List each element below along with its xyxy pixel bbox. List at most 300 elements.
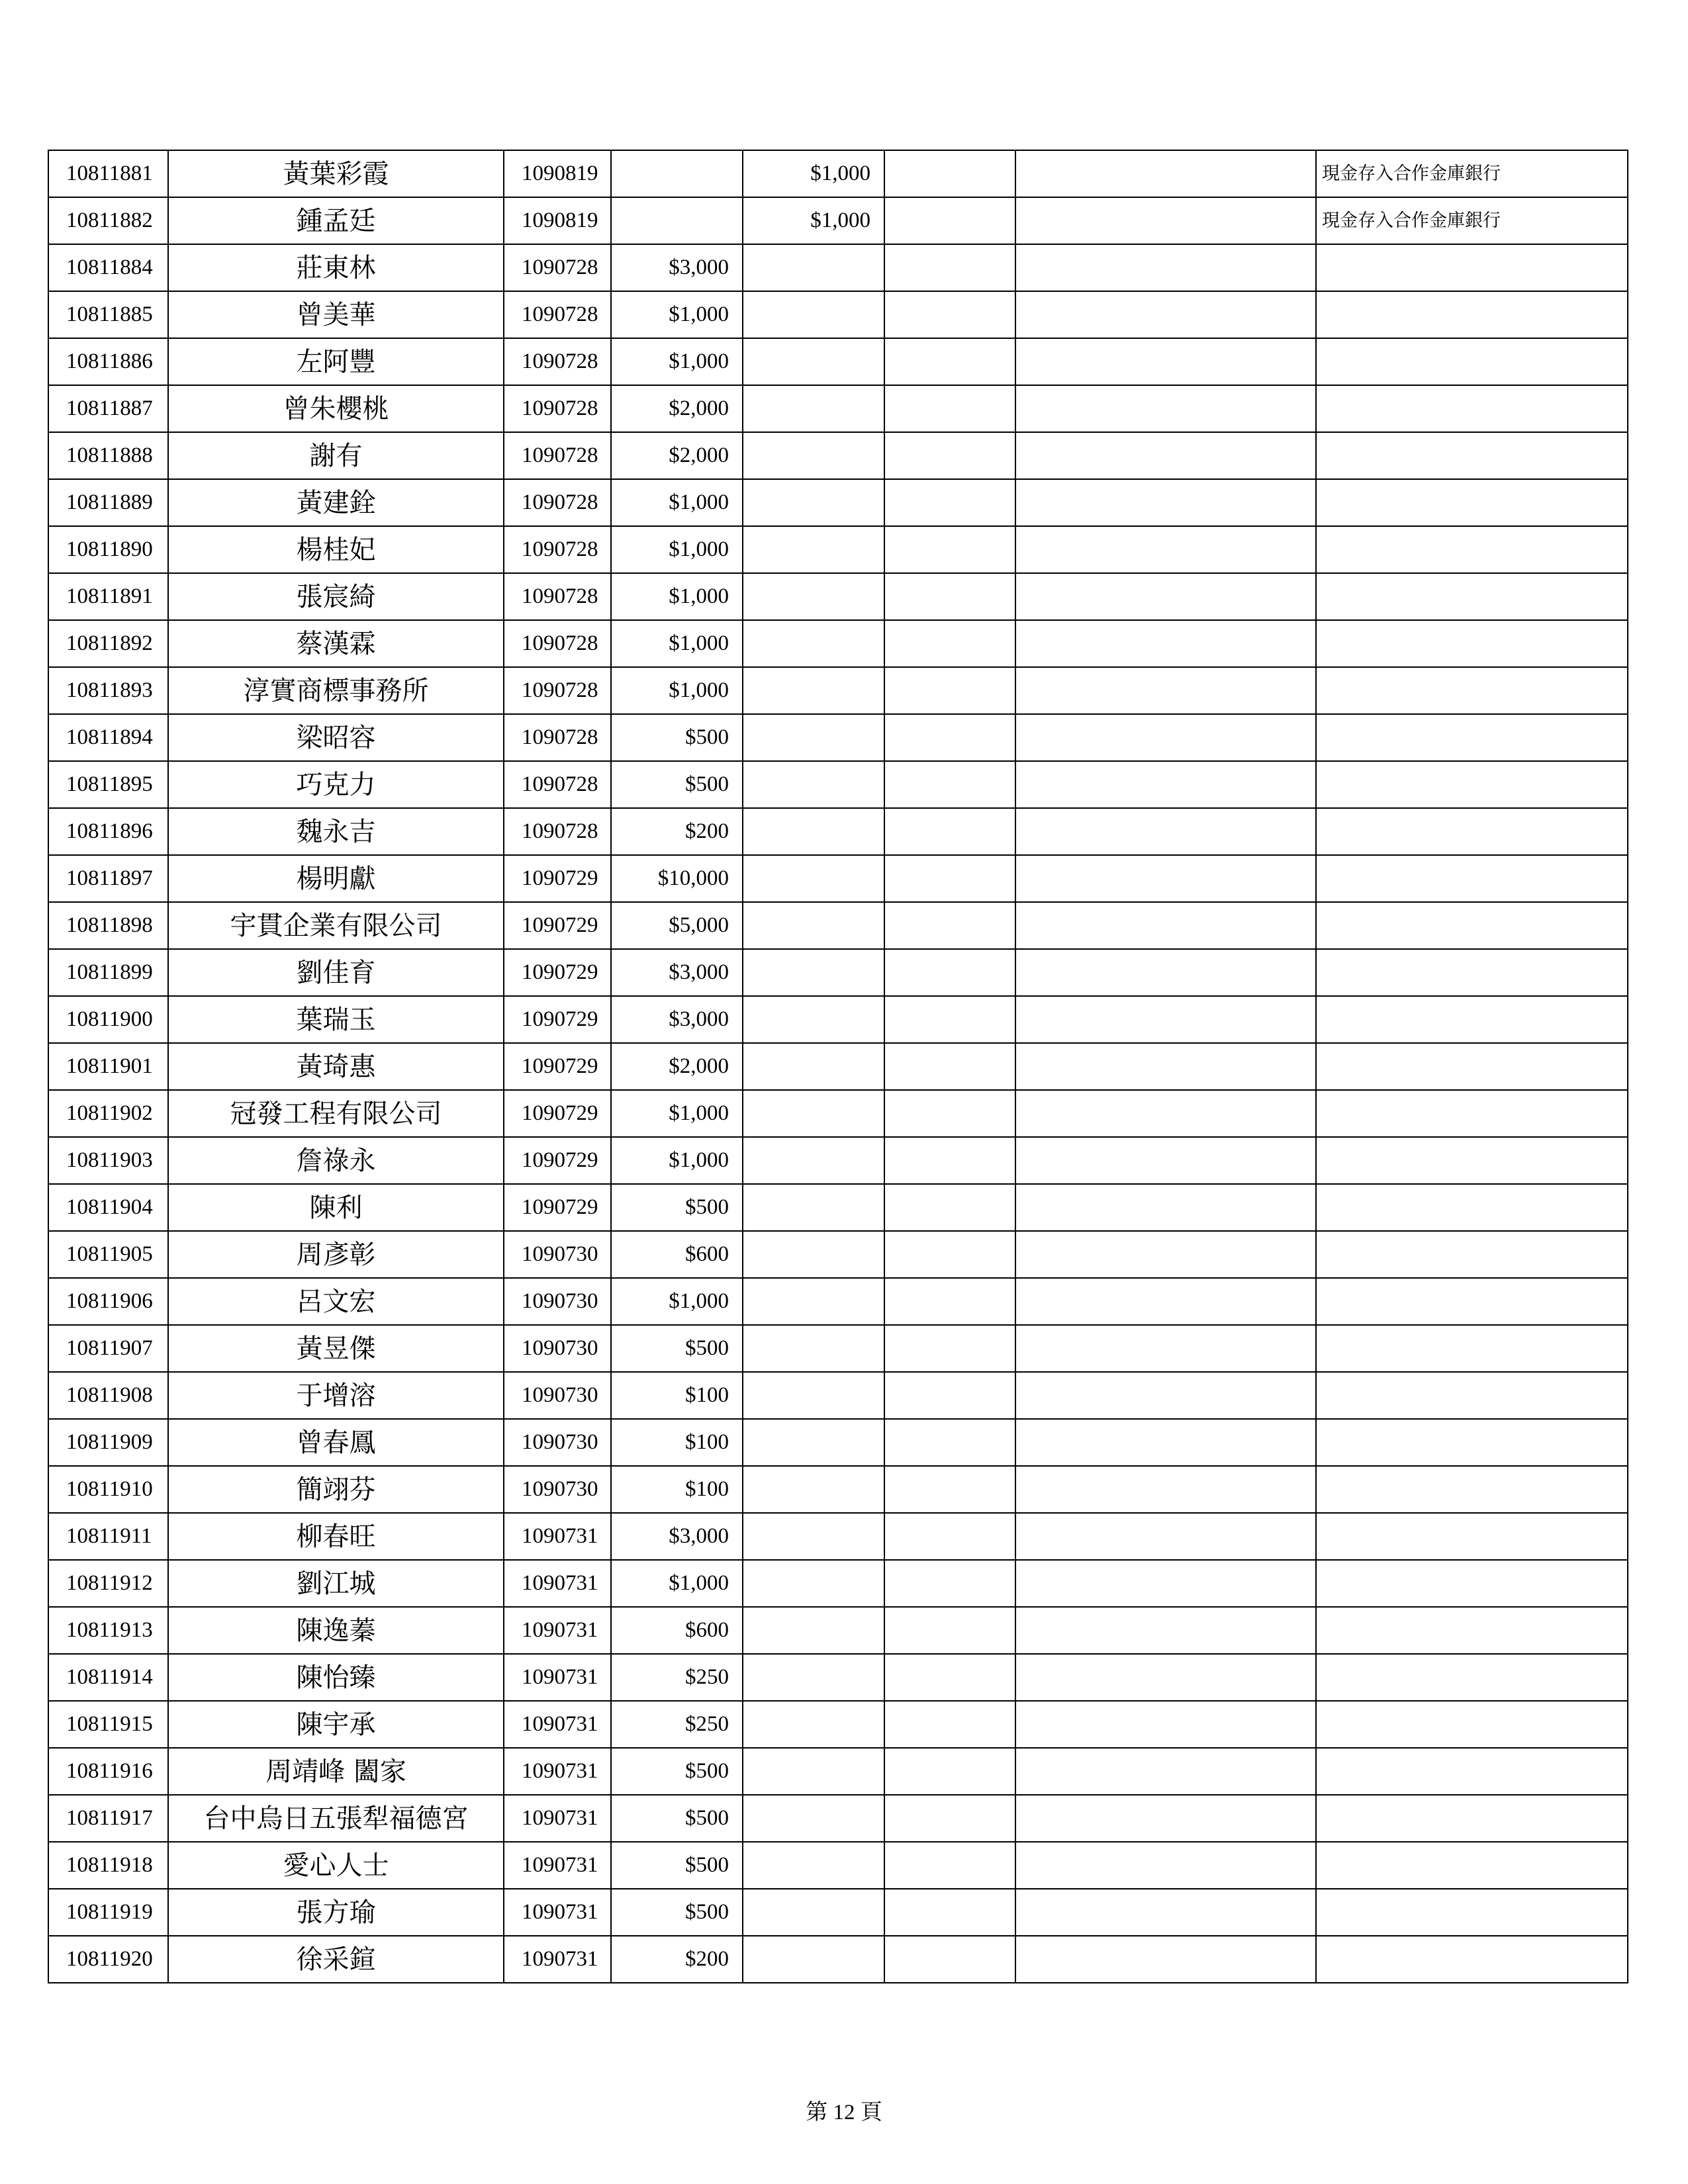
receipt-number-cell: 10811919 bbox=[48, 1889, 168, 1936]
table-row bbox=[48, 1889, 1628, 1936]
receipt-number-cell: 10811915 bbox=[48, 1701, 168, 1748]
amount-cell: $500 bbox=[611, 761, 743, 808]
date-cell: 1090730 bbox=[504, 1419, 611, 1466]
date-cell: 1090728 bbox=[504, 573, 611, 620]
amount-cell: $1,000 bbox=[611, 1137, 743, 1184]
empty-cell bbox=[1015, 526, 1316, 573]
deposit-amount-cell bbox=[743, 1372, 884, 1419]
date-cell: 1090731 bbox=[504, 1513, 611, 1560]
donor-name-cell: 周靖峰 闔家 bbox=[168, 1748, 504, 1795]
receipt-number-cell: 10811909 bbox=[48, 1419, 168, 1466]
date-cell: 1090728 bbox=[504, 244, 611, 291]
deposit-amount-cell bbox=[743, 1607, 884, 1654]
deposit-amount-cell bbox=[743, 761, 884, 808]
remark-cell bbox=[1316, 244, 1628, 291]
empty-cell bbox=[1015, 1231, 1316, 1278]
empty-cell bbox=[884, 1184, 1015, 1231]
empty-cell bbox=[1015, 432, 1316, 479]
receipt-number-cell: 10811905 bbox=[48, 1231, 168, 1278]
donor-name-cell: 楊明獻 bbox=[168, 855, 504, 902]
date-cell: 1090729 bbox=[504, 855, 611, 902]
amount-cell: $100 bbox=[611, 1419, 743, 1466]
empty-cell bbox=[1015, 808, 1316, 855]
donor-name-cell: 張宸綺 bbox=[168, 573, 504, 620]
deposit-amount-cell bbox=[743, 1466, 884, 1513]
table-row bbox=[48, 479, 1628, 526]
date-cell: 1090730 bbox=[504, 1466, 611, 1513]
receipt-number-cell: 10811892 bbox=[48, 620, 168, 667]
receipt-number-cell: 10811887 bbox=[48, 385, 168, 432]
amount-cell: $500 bbox=[611, 1889, 743, 1936]
amount-cell: $1,000 bbox=[611, 620, 743, 667]
date-cell: 1090731 bbox=[504, 1795, 611, 1842]
empty-cell bbox=[1015, 1419, 1316, 1466]
empty-cell bbox=[884, 667, 1015, 714]
empty-cell bbox=[1015, 1184, 1316, 1231]
date-cell: 1090730 bbox=[504, 1231, 611, 1278]
empty-cell bbox=[1015, 1090, 1316, 1137]
remark-cell bbox=[1316, 714, 1628, 761]
empty-cell bbox=[1015, 244, 1316, 291]
empty-cell bbox=[884, 1607, 1015, 1654]
empty-cell bbox=[884, 855, 1015, 902]
deposit-amount-cell bbox=[743, 1043, 884, 1090]
remark-cell bbox=[1316, 1137, 1628, 1184]
donor-name-cell: 曾朱櫻桃 bbox=[168, 385, 504, 432]
receipt-number-cell: 10811907 bbox=[48, 1325, 168, 1372]
table-row bbox=[48, 1560, 1628, 1607]
receipt-number-cell: 10811881 bbox=[48, 150, 168, 197]
empty-cell bbox=[884, 338, 1015, 385]
empty-cell bbox=[884, 1889, 1015, 1936]
amount-cell: $250 bbox=[611, 1701, 743, 1748]
amount-cell: $1,000 bbox=[611, 1560, 743, 1607]
date-cell: 1090729 bbox=[504, 996, 611, 1043]
amount-cell: $600 bbox=[611, 1231, 743, 1278]
deposit-amount-cell bbox=[743, 1889, 884, 1936]
date-cell: 1090729 bbox=[504, 1090, 611, 1137]
amount-cell bbox=[611, 150, 743, 197]
remark-cell bbox=[1316, 479, 1628, 526]
empty-cell bbox=[884, 385, 1015, 432]
table-row bbox=[48, 244, 1628, 291]
receipt-number-cell: 10811903 bbox=[48, 1137, 168, 1184]
table-row bbox=[48, 1748, 1628, 1795]
empty-cell bbox=[1015, 1607, 1316, 1654]
empty-cell bbox=[1015, 1278, 1316, 1325]
table-row bbox=[48, 1137, 1628, 1184]
donor-name-cell: 柳春旺 bbox=[168, 1513, 504, 1560]
empty-cell bbox=[1015, 338, 1316, 385]
deposit-amount-cell bbox=[743, 1090, 884, 1137]
receipt-number-cell: 10811890 bbox=[48, 526, 168, 573]
donor-name-cell: 曾春鳳 bbox=[168, 1419, 504, 1466]
remark-cell bbox=[1316, 385, 1628, 432]
empty-cell bbox=[884, 1701, 1015, 1748]
empty-cell bbox=[884, 432, 1015, 479]
deposit-amount-cell bbox=[743, 996, 884, 1043]
amount-cell: $2,000 bbox=[611, 385, 743, 432]
receipt-number-cell: 10811917 bbox=[48, 1795, 168, 1842]
receipt-number-cell: 10811893 bbox=[48, 667, 168, 714]
amount-cell: $5,000 bbox=[611, 902, 743, 949]
empty-cell bbox=[884, 1842, 1015, 1889]
empty-cell bbox=[1015, 1043, 1316, 1090]
amount-cell: $3,000 bbox=[611, 949, 743, 996]
remark-cell bbox=[1316, 1419, 1628, 1466]
amount-cell: $3,000 bbox=[611, 1513, 743, 1560]
date-cell: 1090728 bbox=[504, 385, 611, 432]
remark-cell: 現金存入合作金庫銀行 bbox=[1316, 197, 1628, 244]
empty-cell bbox=[1015, 1748, 1316, 1795]
empty-cell bbox=[884, 526, 1015, 573]
receipt-number-cell: 10811886 bbox=[48, 338, 168, 385]
table-row bbox=[48, 1184, 1628, 1231]
empty-cell bbox=[884, 620, 1015, 667]
donation-ledger-table bbox=[48, 150, 1628, 1983]
deposit-amount-cell bbox=[743, 902, 884, 949]
deposit-amount-cell bbox=[743, 620, 884, 667]
empty-cell bbox=[884, 1560, 1015, 1607]
empty-cell bbox=[884, 1278, 1015, 1325]
remark-cell bbox=[1316, 432, 1628, 479]
remark-cell bbox=[1316, 338, 1628, 385]
date-cell: 1090728 bbox=[504, 432, 611, 479]
donor-name-cell: 宇貫企業有限公司 bbox=[168, 902, 504, 949]
receipt-number-cell: 10811910 bbox=[48, 1466, 168, 1513]
deposit-amount-cell bbox=[743, 1748, 884, 1795]
receipt-number-cell: 10811884 bbox=[48, 244, 168, 291]
remark-cell bbox=[1316, 855, 1628, 902]
empty-cell bbox=[884, 573, 1015, 620]
empty-cell bbox=[884, 1513, 1015, 1560]
deposit-amount-cell bbox=[743, 1936, 884, 1983]
date-cell: 1090728 bbox=[504, 761, 611, 808]
deposit-amount-cell bbox=[743, 1137, 884, 1184]
receipt-number-cell: 10811895 bbox=[48, 761, 168, 808]
receipt-number-cell: 10811912 bbox=[48, 1560, 168, 1607]
deposit-amount-cell bbox=[743, 573, 884, 620]
donor-name-cell: 鍾孟廷 bbox=[168, 197, 504, 244]
table-row bbox=[48, 761, 1628, 808]
amount-cell: $200 bbox=[611, 808, 743, 855]
remark-cell bbox=[1316, 1513, 1628, 1560]
donor-name-cell: 巧克力 bbox=[168, 761, 504, 808]
deposit-amount-cell bbox=[743, 1701, 884, 1748]
donor-name-cell: 劉江城 bbox=[168, 1560, 504, 1607]
donor-name-cell: 陳宇承 bbox=[168, 1701, 504, 1748]
deposit-amount-cell: $1,000 bbox=[743, 197, 884, 244]
donor-name-cell: 愛心人士 bbox=[168, 1842, 504, 1889]
amount-cell: $500 bbox=[611, 1325, 743, 1372]
donor-name-cell: 陳逸蓁 bbox=[168, 1607, 504, 1654]
table-row bbox=[48, 291, 1628, 338]
amount-cell: $2,000 bbox=[611, 1043, 743, 1090]
receipt-number-cell: 10811882 bbox=[48, 197, 168, 244]
remark-cell bbox=[1316, 620, 1628, 667]
remark-cell bbox=[1316, 1889, 1628, 1936]
deposit-amount-cell bbox=[743, 1419, 884, 1466]
remark-cell bbox=[1316, 1560, 1628, 1607]
amount-cell: $2,000 bbox=[611, 432, 743, 479]
deposit-amount-cell bbox=[743, 667, 884, 714]
deposit-amount-cell bbox=[743, 338, 884, 385]
amount-cell: $10,000 bbox=[611, 855, 743, 902]
donor-name-cell: 陳利 bbox=[168, 1184, 504, 1231]
receipt-number-cell: 10811896 bbox=[48, 808, 168, 855]
table-row bbox=[48, 996, 1628, 1043]
date-cell: 1090730 bbox=[504, 1278, 611, 1325]
empty-cell bbox=[884, 1936, 1015, 1983]
remark-cell bbox=[1316, 1372, 1628, 1419]
donor-name-cell: 曾美華 bbox=[168, 291, 504, 338]
date-cell: 1090729 bbox=[504, 1043, 611, 1090]
donor-name-cell: 徐采鍹 bbox=[168, 1936, 504, 1983]
page-number: 第 12 頁 bbox=[806, 2101, 882, 2124]
empty-cell bbox=[884, 714, 1015, 761]
deposit-amount-cell bbox=[743, 855, 884, 902]
receipt-number-cell: 10811920 bbox=[48, 1936, 168, 1983]
receipt-number-cell: 10811894 bbox=[48, 714, 168, 761]
table-row bbox=[48, 855, 1628, 902]
date-cell: 1090731 bbox=[504, 1889, 611, 1936]
donor-name-cell: 冠發工程有限公司 bbox=[168, 1090, 504, 1137]
deposit-amount-cell bbox=[743, 1654, 884, 1701]
table-row bbox=[48, 1231, 1628, 1278]
remark-cell bbox=[1316, 1231, 1628, 1278]
remark-cell bbox=[1316, 902, 1628, 949]
donor-name-cell: 詹祿永 bbox=[168, 1137, 504, 1184]
donor-name-cell: 謝有 bbox=[168, 432, 504, 479]
empty-cell bbox=[1015, 714, 1316, 761]
receipt-number-cell: 10811911 bbox=[48, 1513, 168, 1560]
donor-name-cell: 左阿豐 bbox=[168, 338, 504, 385]
empty-cell bbox=[1015, 1701, 1316, 1748]
empty-cell bbox=[1015, 1936, 1316, 1983]
date-cell: 1090819 bbox=[504, 150, 611, 197]
donor-name-cell: 黃琦惠 bbox=[168, 1043, 504, 1090]
deposit-amount-cell bbox=[743, 1513, 884, 1560]
donor-name-cell: 黃建銓 bbox=[168, 479, 504, 526]
table-row bbox=[48, 1043, 1628, 1090]
empty-cell bbox=[1015, 949, 1316, 996]
amount-cell: $1,000 bbox=[611, 526, 743, 573]
amount-cell: $1,000 bbox=[611, 338, 743, 385]
remark-cell bbox=[1316, 949, 1628, 996]
empty-cell bbox=[884, 1748, 1015, 1795]
remark-cell bbox=[1316, 1748, 1628, 1795]
empty-cell bbox=[884, 1795, 1015, 1842]
date-cell: 1090728 bbox=[504, 667, 611, 714]
amount-cell: $100 bbox=[611, 1372, 743, 1419]
remark-cell bbox=[1316, 1936, 1628, 1983]
receipt-number-cell: 10811885 bbox=[48, 291, 168, 338]
date-cell: 1090819 bbox=[504, 197, 611, 244]
donor-name-cell: 劉佳育 bbox=[168, 949, 504, 996]
remark-cell bbox=[1316, 573, 1628, 620]
remark-cell bbox=[1316, 1466, 1628, 1513]
donor-name-cell: 魏永吉 bbox=[168, 808, 504, 855]
donor-name-cell: 莊東林 bbox=[168, 244, 504, 291]
date-cell: 1090729 bbox=[504, 1184, 611, 1231]
receipt-number-cell: 10811916 bbox=[48, 1748, 168, 1795]
remark-cell bbox=[1316, 1278, 1628, 1325]
empty-cell bbox=[884, 1466, 1015, 1513]
amount-cell: $200 bbox=[611, 1936, 743, 1983]
remark-cell bbox=[1316, 808, 1628, 855]
deposit-amount-cell bbox=[743, 526, 884, 573]
date-cell: 1090728 bbox=[504, 526, 611, 573]
donor-name-cell: 簡翊芬 bbox=[168, 1466, 504, 1513]
deposit-amount-cell bbox=[743, 1560, 884, 1607]
table-row bbox=[48, 385, 1628, 432]
table-row bbox=[48, 1842, 1628, 1889]
table-row bbox=[48, 1701, 1628, 1748]
empty-cell bbox=[1015, 573, 1316, 620]
donor-name-cell: 淳實商標事務所 bbox=[168, 667, 504, 714]
amount-cell: $600 bbox=[611, 1607, 743, 1654]
table-row bbox=[48, 1372, 1628, 1419]
date-cell: 1090731 bbox=[504, 1842, 611, 1889]
remark-cell bbox=[1316, 1842, 1628, 1889]
donor-name-cell: 張方瑜 bbox=[168, 1889, 504, 1936]
remark-cell bbox=[1316, 291, 1628, 338]
amount-cell: $500 bbox=[611, 1748, 743, 1795]
empty-cell bbox=[884, 902, 1015, 949]
empty-cell bbox=[884, 244, 1015, 291]
deposit-amount-cell bbox=[743, 808, 884, 855]
empty-cell bbox=[884, 1090, 1015, 1137]
table-row bbox=[48, 1466, 1628, 1513]
table-row bbox=[48, 667, 1628, 714]
donor-name-cell: 陳怡臻 bbox=[168, 1654, 504, 1701]
table-row bbox=[48, 620, 1628, 667]
date-cell: 1090731 bbox=[504, 1560, 611, 1607]
deposit-amount-cell bbox=[743, 244, 884, 291]
table-row bbox=[48, 1513, 1628, 1560]
empty-cell bbox=[884, 761, 1015, 808]
remark-cell bbox=[1316, 1654, 1628, 1701]
empty-cell bbox=[1015, 1654, 1316, 1701]
date-cell: 1090729 bbox=[504, 1137, 611, 1184]
receipt-number-cell: 10811918 bbox=[48, 1842, 168, 1889]
empty-cell bbox=[1015, 902, 1316, 949]
receipt-number-cell: 10811914 bbox=[48, 1654, 168, 1701]
amount-cell: $3,000 bbox=[611, 244, 743, 291]
donor-name-cell: 黃葉彩霞 bbox=[168, 150, 504, 197]
donor-name-cell: 葉瑞玉 bbox=[168, 996, 504, 1043]
deposit-amount-cell bbox=[743, 385, 884, 432]
date-cell: 1090731 bbox=[504, 1701, 611, 1748]
deposit-amount-cell bbox=[743, 1795, 884, 1842]
empty-cell bbox=[1015, 620, 1316, 667]
amount-cell: $3,000 bbox=[611, 996, 743, 1043]
donor-name-cell: 台中烏日五張犁福德宮 bbox=[168, 1795, 504, 1842]
receipt-number-cell: 10811898 bbox=[48, 902, 168, 949]
donor-name-cell: 蔡漢霖 bbox=[168, 620, 504, 667]
receipt-number-cell: 10811900 bbox=[48, 996, 168, 1043]
table-row bbox=[48, 526, 1628, 573]
table-row bbox=[48, 1325, 1628, 1372]
date-cell: 1090731 bbox=[504, 1654, 611, 1701]
empty-cell bbox=[1015, 1795, 1316, 1842]
empty-cell bbox=[1015, 1466, 1316, 1513]
table-row bbox=[48, 150, 1628, 197]
table-row bbox=[48, 949, 1628, 996]
deposit-amount-cell: $1,000 bbox=[743, 150, 884, 197]
date-cell: 1090728 bbox=[504, 479, 611, 526]
empty-cell bbox=[1015, 1889, 1316, 1936]
amount-cell: $1,000 bbox=[611, 1278, 743, 1325]
empty-cell bbox=[884, 479, 1015, 526]
amount-cell: $100 bbox=[611, 1466, 743, 1513]
remark-cell bbox=[1316, 1607, 1628, 1654]
deposit-amount-cell bbox=[743, 1278, 884, 1325]
amount-cell: $1,000 bbox=[611, 479, 743, 526]
table-row bbox=[48, 1607, 1628, 1654]
empty-cell bbox=[884, 291, 1015, 338]
remark-cell bbox=[1316, 1090, 1628, 1137]
receipt-number-cell: 10811897 bbox=[48, 855, 168, 902]
date-cell: 1090729 bbox=[504, 902, 611, 949]
deposit-amount-cell bbox=[743, 479, 884, 526]
amount-cell: $500 bbox=[611, 1795, 743, 1842]
table-row bbox=[48, 573, 1628, 620]
date-cell: 1090728 bbox=[504, 714, 611, 761]
empty-cell bbox=[884, 1137, 1015, 1184]
table-row bbox=[48, 1090, 1628, 1137]
amount-cell: $1,000 bbox=[611, 1090, 743, 1137]
empty-cell bbox=[884, 1043, 1015, 1090]
empty-cell bbox=[884, 1654, 1015, 1701]
empty-cell bbox=[1015, 291, 1316, 338]
donor-name-cell: 呂文宏 bbox=[168, 1278, 504, 1325]
date-cell: 1090731 bbox=[504, 1748, 611, 1795]
empty-cell bbox=[1015, 1137, 1316, 1184]
empty-cell bbox=[884, 949, 1015, 996]
table-row bbox=[48, 714, 1628, 761]
remark-cell bbox=[1316, 761, 1628, 808]
date-cell: 1090730 bbox=[504, 1372, 611, 1419]
deposit-amount-cell bbox=[743, 1184, 884, 1231]
empty-cell bbox=[884, 808, 1015, 855]
remark-cell bbox=[1316, 526, 1628, 573]
empty-cell bbox=[884, 197, 1015, 244]
table-row bbox=[48, 432, 1628, 479]
empty-cell bbox=[884, 1372, 1015, 1419]
receipt-number-cell: 10811902 bbox=[48, 1090, 168, 1137]
table-row bbox=[48, 808, 1628, 855]
deposit-amount-cell bbox=[743, 1842, 884, 1889]
empty-cell bbox=[884, 1231, 1015, 1278]
amount-cell: $250 bbox=[611, 1654, 743, 1701]
date-cell: 1090728 bbox=[504, 291, 611, 338]
date-cell: 1090728 bbox=[504, 338, 611, 385]
donor-name-cell: 周彥彰 bbox=[168, 1231, 504, 1278]
deposit-amount-cell bbox=[743, 1325, 884, 1372]
amount-cell: $1,000 bbox=[611, 291, 743, 338]
deposit-amount-cell bbox=[743, 949, 884, 996]
table-row bbox=[48, 1419, 1628, 1466]
empty-cell bbox=[1015, 1560, 1316, 1607]
deposit-amount-cell bbox=[743, 1231, 884, 1278]
remark-cell bbox=[1316, 1701, 1628, 1748]
receipt-number-cell: 10811888 bbox=[48, 432, 168, 479]
remark-cell bbox=[1316, 1325, 1628, 1372]
table-row bbox=[48, 1795, 1628, 1842]
receipt-number-cell: 10811913 bbox=[48, 1607, 168, 1654]
receipt-number-cell: 10811901 bbox=[48, 1043, 168, 1090]
